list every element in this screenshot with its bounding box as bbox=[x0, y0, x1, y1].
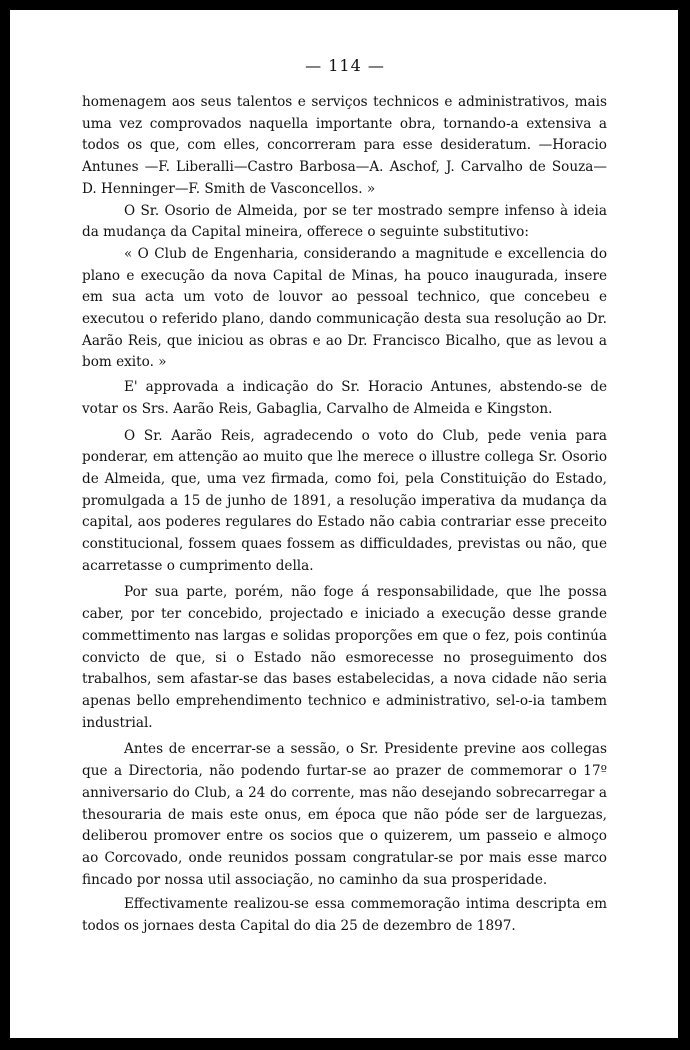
paragraph-responsibility: Por sua parte, porém, não foge á responsabilidade, que lhe possa caber, por ter concebido, projectado e iniciado a execução desse grande commettimento nas largas e solidas proporções em que o fez, pois continúa convicto de que, si o Estado não esmorecesse no proseguimento dos trabalhos, sem afastar-se das bases estabelecidas, a nova cidade não seria apenas bello emprehendimento technico e administrativo, sel-o-ia tambem industrial. bbox=[82, 584, 607, 731]
paragraph-club-resolution: « O Club de Engenharia, considerando a magnitude e excellencia do plano e execução da nova Capital de Minas, ha pouco inaugurada, insere em sua acta um voto de louvor ao pessoal technico, que concebeu e executou o referido plano, dando communicação desta sua resolução ao Dr. Aarão Reis, que iniciou as obras e ao Dr. Francisco Bicalho, que as levou a bom exito. » bbox=[82, 245, 607, 371]
paragraph-aarao-reis-reply: O Sr. Aarão Reis, agradecendo o voto do Club, pede venia para ponderar, em attenção ao muito que lhe merece o illustre collega Sr. Osorio de Almeida, que, uma vez firmada, como foi, pela Constituição do Estado, promulgada a 15 de junho de 1891, a resolução imperativa da mudança da capital, aos poderes regulares do Estado não cabia contrariar esse preceito constitucional, fossem quaes fossem as difficuldades, previstas ou não, que acarretasse o cumprimento della. bbox=[82, 427, 607, 574]
body-text bbox=[82, 92, 607, 938]
document-page bbox=[10, 10, 678, 1038]
paragraph-approval: E' approvada a indicação do Sr. Horacio Antunes, abstendo-se de votar os Srs. Aarão Reis, Gabaglia, Carvalho de Almeida e Kingston. bbox=[82, 379, 607, 417]
paragraph-commemoration: Effectivamente realizou-se essa commemoração intima descripta em todos os jornaes desta Capital do dia 25 de dezembro de 1897. bbox=[82, 896, 607, 935]
page-number: — 114 — bbox=[305, 56, 385, 75]
paragraph-anniversary: Antes de encerrar-se a sessão, o Sr. Presidente previne aos collegas que a Directoria, não podendo furtar-se ao prazer de commemorar o 17º anniversario do Club, a 24 do corrente, mas não desejando sobrecarregar a thesouraria de mais este onus, em época que não póde ser de larguezas, deliberou promover entre os socios que o quizerem, um passeio e almoço ao Corcovado, onde reunidos possam congratular-se por mais esse marco fincado por nossa util associação, no caminho da sua prosperidade. bbox=[82, 741, 607, 888]
paragraph-homenagem: homenagem aos seus talentos e serviços technicos e administrativos, mais uma vez comprovados naquella importante obra, tornando-a extensiva a todos os que, com elles, concorreram para esse desideratum. —Horacio Antunes —F. Liberalli—Castro Barbosa—A. Aschof, J. Carvalho de Souza—D. Henninger—F. Smith de Vasconcellos. » bbox=[82, 94, 607, 197]
paragraph-osorio-substitutivo: O Sr. Osorio de Almeida, por se ter mostrado sempre infenso à ideia da mudança da Capital mineira, offerece o seguinte substitutivo: bbox=[82, 202, 607, 241]
